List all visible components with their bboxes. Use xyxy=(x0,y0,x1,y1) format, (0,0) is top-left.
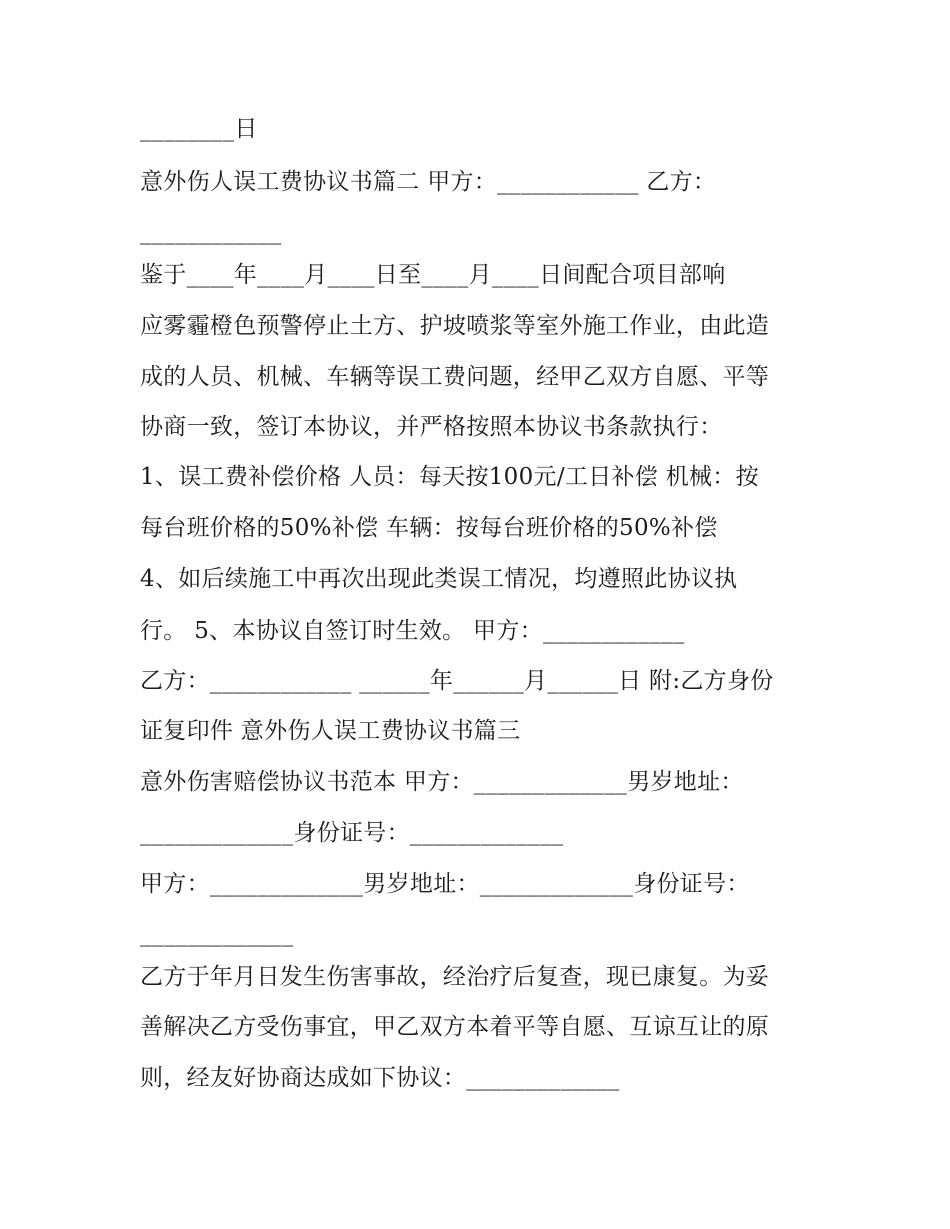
text-line: 甲方：_____________男岁地址：_____________身份证号： xyxy=(140,871,750,897)
text-line: 则，经友好协商达成如下协议：_____________ xyxy=(140,1065,620,1091)
text-line: 行。 5、本协议自签订时生效。 甲方：____________ xyxy=(140,618,685,644)
text-line: _____________身份证号：_____________ xyxy=(140,820,564,846)
text-line: 乙方于年月日发生伤害事故，经治疗后复查，现已康复。为妥 xyxy=(140,964,770,990)
text-line: 善解决乙方受伤事宜，甲乙双方本着平等自愿、互谅互让的原 xyxy=(140,1014,770,1040)
text-line: 每台班价格的50%补偿 车辆：按每台班价格的50%补偿 xyxy=(140,515,718,541)
text-line: 协商一致，签订本协议，并严格按照本协议书条款执行： xyxy=(140,414,723,440)
text-line: 1、误工费补偿价格 人员：每天按100元/工日补偿 机械：按 xyxy=(140,464,759,490)
text-line: ____________ xyxy=(140,219,282,245)
text-line: ________日 xyxy=(140,116,258,142)
text-line: 应雾霾橙色预警停止土方、护坡喷浆等室外施工作业，由此造 xyxy=(140,313,770,339)
text-line: 乙方：____________ ______年______月______日 附:乙方身份 xyxy=(140,668,774,694)
text-line: 4、如后续施工中再次出现此类误工情况，均遵照此协议执 xyxy=(140,566,738,592)
text-line: 证复印件 意外伤人误工费协议书篇三 xyxy=(140,718,521,744)
text-line: 意外伤人误工费协议书篇二 甲方：____________ 乙方： xyxy=(140,169,717,195)
text-line: _____________ xyxy=(140,921,294,947)
text-line: 意外伤害赔偿协议书范本 甲方：_____________男岁地址： xyxy=(140,769,744,795)
text-line: 鉴于____年____月____日至____月____日间配合项目部响 xyxy=(140,262,726,288)
text-line: 成的人员、机械、车辆等误工费问题，经甲乙双方自愿、平等 xyxy=(140,364,770,390)
